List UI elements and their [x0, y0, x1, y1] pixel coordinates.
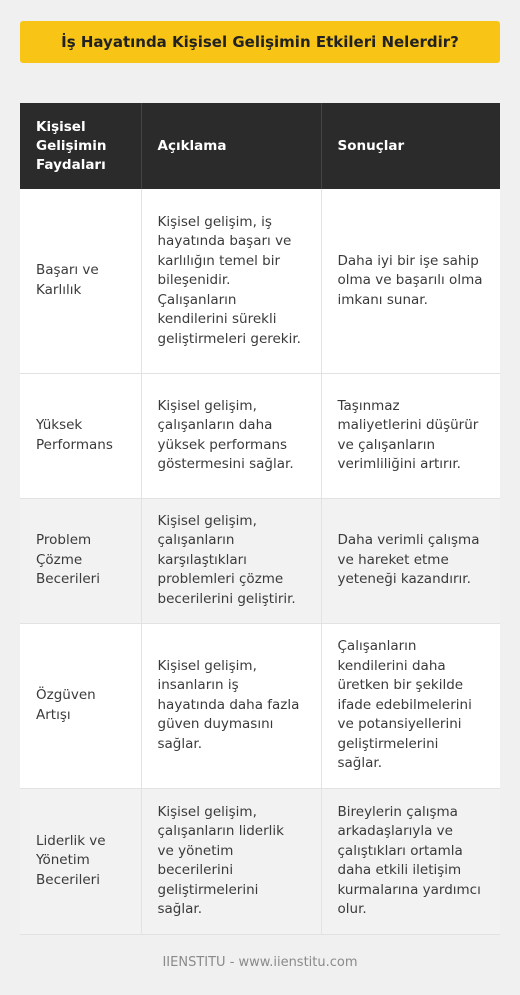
- benefit-cell: Liderlik ve Yönetim Becerileri: [20, 788, 141, 934]
- table-header-row: [20, 103, 500, 189]
- benefits-table-container: [20, 103, 500, 935]
- result-cell: Daha verimli çalışma ve hareket etme yeteneği kazandırır.: [321, 498, 500, 623]
- description-cell: Kişisel gelişim, çalışanların daha yüksek performans göstermesini sağlar.: [141, 373, 321, 498]
- table-row: [20, 373, 500, 498]
- description-cell: Kişisel gelişim, çalışanların karşılaştıkları problemleri çözme becerilerini geliştirir.: [141, 498, 321, 623]
- table-row: [20, 498, 500, 623]
- result-cell: Taşınmaz maliyetlerini düşürür ve çalışanların verimliliğini artırır.: [321, 373, 500, 498]
- table-header: [20, 103, 500, 189]
- benefit-cell: Özgüven Artışı: [20, 623, 141, 788]
- result-cell: Bireylerin çalışma arkadaşlarıyla ve çalıştıkları ortamla daha etkili iletişim kurmalarına yardımcı olur.: [321, 788, 500, 934]
- table-row: [20, 623, 500, 788]
- table-row: [20, 189, 500, 373]
- footer-credit: IIENSTITU - www.iienstitu.com: [162, 955, 358, 970]
- table-body: [20, 189, 500, 934]
- table-row: [20, 788, 500, 934]
- header-cell-results: Sonuçlar: [321, 103, 500, 189]
- title-banner: [20, 21, 500, 63]
- page-title: İş Hayatında Kişisel Gelişimin Etkileri Nelerdir?: [61, 33, 459, 51]
- result-cell: Daha iyi bir işe sahip olma ve başarılı olma imkanı sunar.: [321, 189, 500, 373]
- header-cell-benefits: Kişisel Gelişimin Faydaları: [20, 103, 141, 189]
- benefit-cell: Yüksek Performans: [20, 373, 141, 498]
- description-cell: Kişisel gelişim, iş hayatında başarı ve karlılığın temel bir bileşenidir. Çalışanların kendilerini sürekli geliştirmeleri gerekir.: [141, 189, 321, 373]
- description-cell: Kişisel gelişim, insanların iş hayatında daha fazla güven duymasını sağlar.: [141, 623, 321, 788]
- benefit-cell: Başarı ve Karlılık: [20, 189, 141, 373]
- result-cell: Çalışanların kendilerini daha üretken bir şekilde ifade edebilmelerini ve potansiyellerini geliştirmelerini sağlar.: [321, 623, 500, 788]
- benefits-table: [20, 103, 500, 935]
- description-cell: Kişisel gelişim, çalışanların liderlik ve yönetim becerilerini geliştirmelerini sağlar.: [141, 788, 321, 934]
- header-cell-description: Açıklama: [141, 103, 321, 189]
- benefit-cell: Problem Çözme Becerileri: [20, 498, 141, 623]
